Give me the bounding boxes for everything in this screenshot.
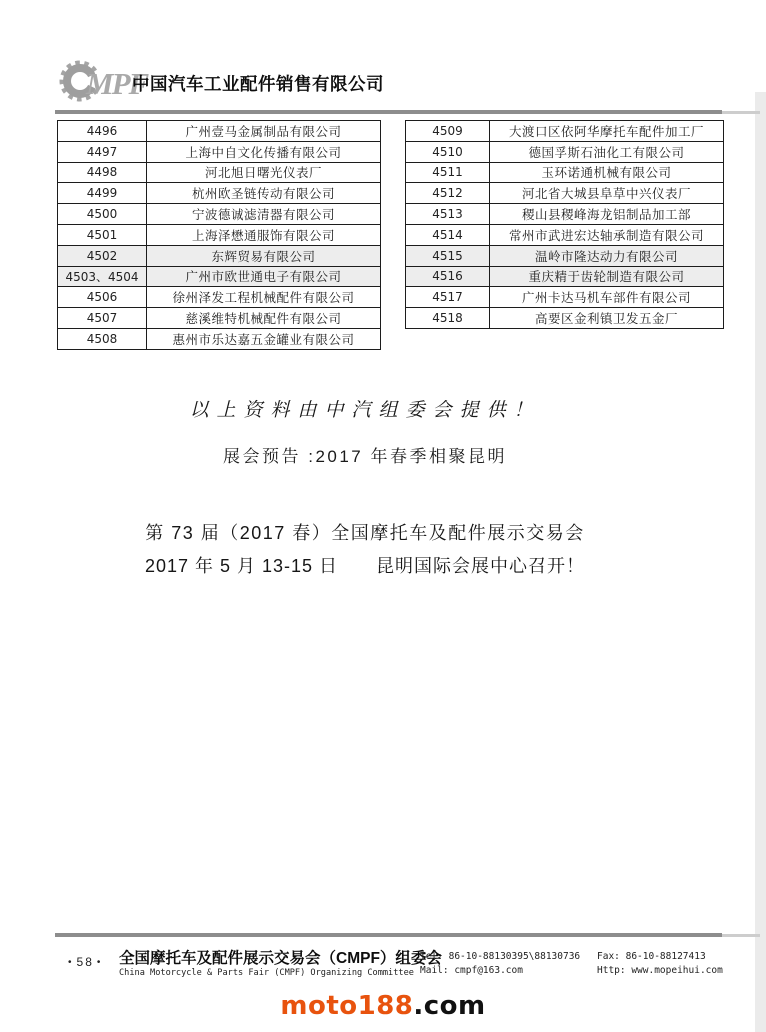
bullet-icon: •: [96, 957, 103, 968]
table-row: [406, 141, 724, 162]
table-row: [58, 141, 381, 162]
bullet-icon: •: [68, 957, 74, 968]
watermark-brand: moto188: [280, 991, 414, 1021]
booth-number-cell: 4507: [58, 308, 147, 329]
watermark-suffix: .com: [413, 991, 486, 1021]
booth-number-cell: 4500: [58, 204, 147, 225]
scan-edge-shadow: [755, 92, 766, 1032]
company-name-cell: 稷山县稷峰海龙铝制品加工部: [490, 204, 724, 225]
table-row: [58, 245, 381, 266]
table-row: [406, 245, 724, 266]
company-name-cell: 上海泽懋通服饰有限公司: [147, 224, 381, 245]
booth-number-cell: 4518: [406, 308, 490, 329]
footer-divider: [55, 933, 722, 937]
booth-number-cell: 4508: [58, 328, 147, 349]
committee-name-cn: 全国摩托车及配件展示交易会（CMPF）组委会: [119, 950, 442, 967]
company-name-cell: 玉环诺通机械有限公司: [490, 162, 724, 183]
booth-number-cell: 4497: [58, 141, 147, 162]
footer-divider-light: [722, 934, 760, 937]
fax-line: Fax: 86-10-88127413: [597, 951, 706, 962]
table-row: [406, 287, 724, 308]
booth-number-cell: 4496: [58, 121, 147, 142]
mail-line: Mail: cmpf@163.com: [420, 965, 523, 976]
table-row: [406, 162, 724, 183]
company-name-cell: 宁波德诚滤清器有限公司: [147, 204, 381, 225]
company-name-cell: 重庆精于齿轮制造有限公司: [490, 266, 724, 287]
company-name-cell: 徐州泽发工程机械配件有限公司: [147, 287, 381, 308]
booth-number-cell: 4501: [58, 224, 147, 245]
company-name-cell: 德国孚斯石油化工有限公司: [490, 141, 724, 162]
contact-column-left: [420, 950, 580, 978]
company-name-cell: 广州卡达马机车部件有限公司: [490, 287, 724, 308]
company-name-cell: 大渡口区依阿华摩托车配件加工厂: [490, 121, 724, 142]
company-name-cell: 常州市武进宏达轴承制造有限公司: [490, 224, 724, 245]
table-row: [58, 183, 381, 204]
booth-number-cell: 4516: [406, 266, 490, 287]
company-name-cell: 高要区金利镇卫发五金厂: [490, 308, 724, 329]
booth-number-cell: 4513: [406, 204, 490, 225]
table-row: [58, 266, 381, 287]
table-row: [58, 224, 381, 245]
notice-source-line: 以上资料由中汽组委会提供！: [189, 400, 541, 421]
company-name-cell: 杭州欧圣链传动有限公司: [147, 183, 381, 204]
company-name-cell: 慈溪维特机械配件有限公司: [147, 308, 381, 329]
table-row: [58, 287, 381, 308]
committee-name-en: China Motorcycle & Parts Fair (CMPF) Organizing Committee: [119, 968, 414, 978]
notice-preview-line: 展会预告 :2017 年春季相聚昆明: [223, 447, 507, 466]
watermark-site: [0, 991, 766, 1021]
booth-number-cell: 4509: [406, 121, 490, 142]
notice-fair-title: 第 73 届（2017 春）全国摩托车及配件展示交易会: [145, 523, 585, 543]
tel-line: Tel: 86-10-88130395\88130736: [420, 951, 581, 962]
company-name-cell: 惠州市乐达嘉五金罐业有限公司: [147, 328, 381, 349]
booth-number-cell: 4514: [406, 224, 490, 245]
booth-number-cell: 4499: [58, 183, 147, 204]
booth-number-cell: 4512: [406, 183, 490, 204]
header-divider-light: [722, 111, 760, 114]
booth-number-cell: 4515: [406, 245, 490, 266]
table-row: [58, 162, 381, 183]
booth-number-cell: 4502: [58, 245, 147, 266]
company-name-cell: 河北旭日曙光仪表厂: [147, 162, 381, 183]
table-row: [406, 204, 724, 225]
company-name-cell: 东辉贸易有限公司: [147, 245, 381, 266]
table-row: [58, 204, 381, 225]
table-row: [58, 121, 381, 142]
company-name-cell: 上海中自文化传播有限公司: [147, 141, 381, 162]
notice-fair-date: 2017 年 5 月 13-15 日 昆明国际会展中心召开！: [144, 556, 586, 576]
table-row: [406, 266, 724, 287]
booth-number-cell: 4503、4504: [58, 266, 147, 287]
booth-number-cell: 4498: [58, 162, 147, 183]
company-name-cell: 河北省大城县阜草中兴仪表厂: [490, 183, 724, 204]
table-row: [406, 183, 724, 204]
contact-column-right: [597, 950, 723, 978]
http-line: Http: www.mopeihui.com: [597, 965, 723, 976]
cmpf-logo-letters: MPF: [86, 66, 148, 101]
booth-number-cell: 4506: [58, 287, 147, 308]
booth-number-cell: 4511: [406, 162, 490, 183]
company-name-cell: 温岭市隆达动力有限公司: [490, 245, 724, 266]
table-row: [406, 308, 724, 329]
header-divider: [55, 110, 722, 114]
company-name-cell: 广州市欧世通电子有限公司: [147, 266, 381, 287]
header-company-name: 中国汽车工业配件销售有限公司: [132, 74, 384, 94]
booth-number-cell: 4517: [406, 287, 490, 308]
booth-number-cell: 4510: [406, 141, 490, 162]
page-number-value: 58: [76, 955, 94, 969]
page-number: [65, 955, 105, 969]
table-row: [406, 121, 724, 142]
company-name-cell: 广州壹马金属制品有限公司: [147, 121, 381, 142]
table-row: [58, 308, 381, 329]
left-table: [57, 120, 381, 350]
table-row: [58, 328, 381, 349]
table-row: [406, 224, 724, 245]
right-table: [405, 120, 724, 329]
